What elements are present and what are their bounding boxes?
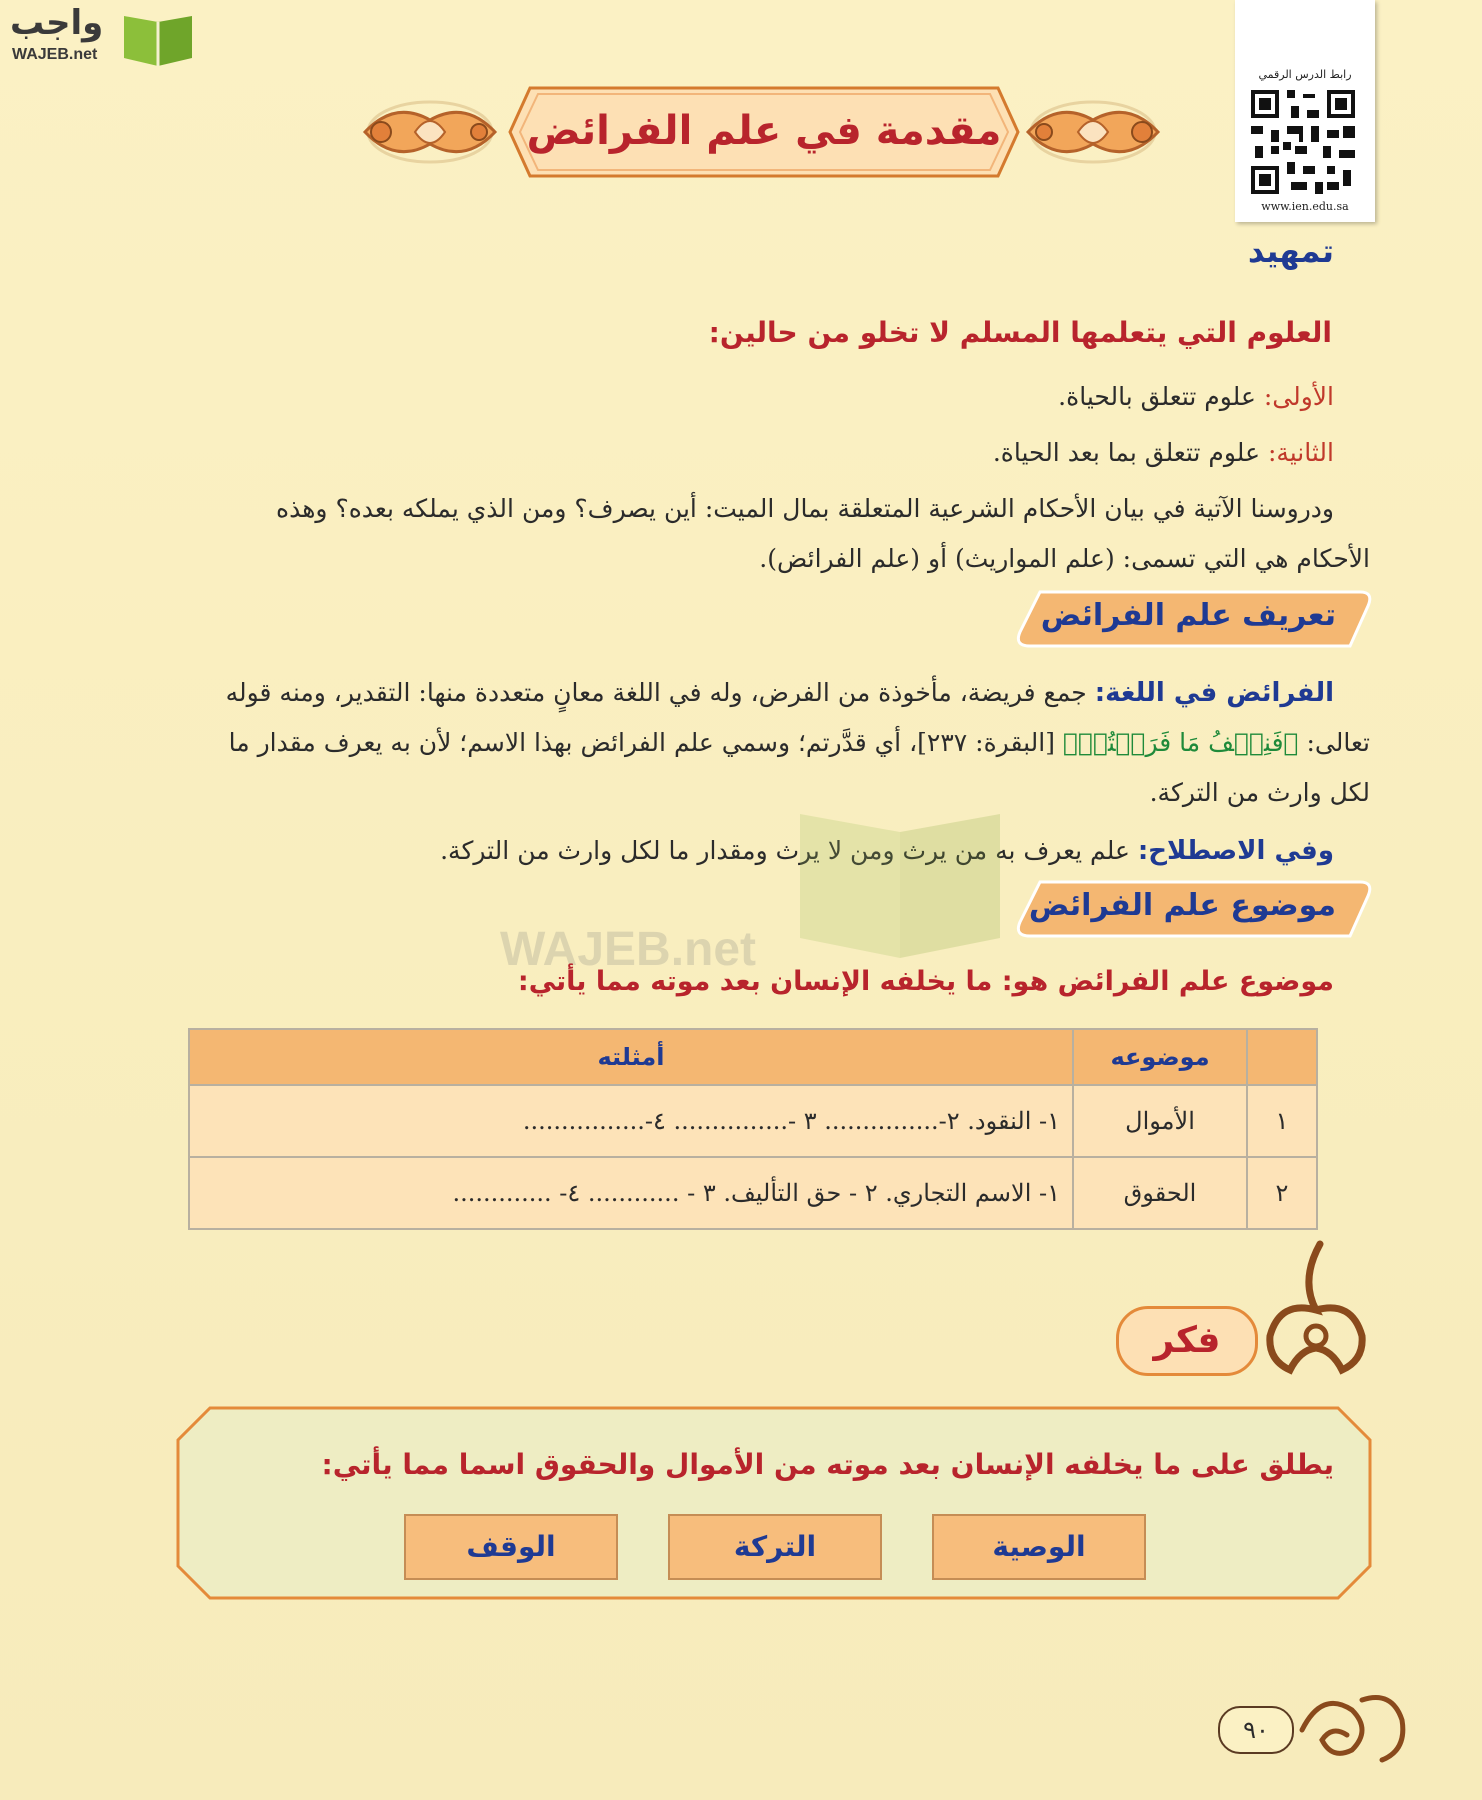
qr-url: www.ien.edu.sa xyxy=(1261,200,1349,213)
definition-lang-line3: لكل وارث من التركة. xyxy=(1149,778,1370,807)
term-label: وفي الاصطلاح: xyxy=(1137,836,1334,866)
row-subject: الحقوق xyxy=(1073,1157,1247,1229)
row-examples: ١- النقود. ٢-............... ٣ -............... ٤-................ xyxy=(189,1085,1073,1157)
book-icon xyxy=(118,12,198,68)
right-ornament-icon xyxy=(1018,80,1168,200)
left-ornament-icon xyxy=(355,80,505,200)
page-number: ٩٠ xyxy=(1218,1706,1294,1754)
second-text: علوم تتعلق بما بعد الحياة. xyxy=(992,438,1260,467)
intro-second xyxy=(993,428,1334,478)
lang-text-2b: [البقرة: ٢٣٧]، أي قدَّرتم؛ وسمي علم الفرائض بهذا الاسم؛ لأن به يعرف مقدار ما xyxy=(228,728,1055,757)
watermark-text: WAJEB.net xyxy=(500,923,757,976)
table-header-row xyxy=(189,1029,1317,1085)
second-label: الثانية: xyxy=(1267,438,1334,467)
think-label: فكر xyxy=(1153,1320,1221,1361)
think-question: يطلق على ما يخلفه الإنسان بعد موته من الأموال والحقوق اسما مما يأتي: xyxy=(321,1448,1334,1481)
title-banner xyxy=(508,86,1020,178)
watermark-book-icon xyxy=(790,812,1010,962)
think-box xyxy=(176,1406,1372,1600)
option-tarika[interactable]: التركة xyxy=(668,1514,882,1580)
definition-banner xyxy=(1010,588,1376,650)
header-examples: أمثلته xyxy=(189,1029,1073,1085)
row-num: ١ xyxy=(1247,1085,1317,1157)
table-row xyxy=(189,1085,1317,1157)
row-examples: ١- الاسم التجاري. ٢ - حق التأليف. ٣ - ............ ٤- ............. xyxy=(189,1157,1073,1229)
subject-banner xyxy=(1010,878,1376,940)
intro-para-line2: الأحكام هي التي تسمى: (علم المواريث) أو (علم الفرائض). xyxy=(759,544,1370,573)
lang-text-1: جمع فريضة، مأخوذة من الفرض، وله في اللغة معانٍ متعددة منها: التقدير، ومنه قوله xyxy=(225,678,1087,707)
option-waqf[interactable]: الوقف xyxy=(404,1514,618,1580)
qr-code-icon xyxy=(1247,86,1359,198)
first-text: علوم تتعلق بالحياة. xyxy=(1058,382,1256,411)
row-num: ٢ xyxy=(1247,1157,1317,1229)
quran-verse: ﴿فَنِصۡفُ مَا فَرَضۡتُمۡ﴾ xyxy=(1062,728,1299,757)
lang-label: الفرائض في اللغة: xyxy=(1094,678,1334,708)
qr-card[interactable] xyxy=(1235,0,1375,222)
definition-heading: تعريف علم الفرائض xyxy=(1040,598,1336,633)
logo-latin-text: WAJEB.net xyxy=(12,46,98,63)
qr-label: رابط الدرس الرقمي xyxy=(1258,68,1352,81)
logo-arabic-text: واجب xyxy=(10,3,104,43)
table-row xyxy=(189,1157,1317,1229)
option-wasiyya[interactable]: الوصية xyxy=(932,1514,1146,1580)
definition-lang-line2 xyxy=(229,718,1370,768)
definition-lang-line1 xyxy=(226,668,1334,718)
subject-table xyxy=(188,1028,1318,1230)
intro-para-line1: ودروسنا الآتية في بيان الأحكام الشرعية المتعلقة بمال الميت: أين يصرف؟ ومن الذي يملكه بعده؟ وهذه xyxy=(276,494,1334,523)
intro-heading: تمهيد xyxy=(1247,232,1334,270)
subject-lead: موضوع علم الفرائض هو: ما يخلفه الإنسان بعد موته مما يأتي: xyxy=(517,966,1334,997)
watermark xyxy=(500,812,1020,982)
wajeb-logo[interactable] xyxy=(10,3,190,68)
think-ornament-icon xyxy=(1260,1240,1372,1380)
lang-text-2a: تعالى: xyxy=(1306,728,1370,757)
header-num xyxy=(1247,1029,1317,1085)
intro-lead: العلوم التي يتعلمها المسلم لا تخلو من حالين: xyxy=(708,316,1332,349)
intro-first xyxy=(1058,372,1334,422)
think-badge xyxy=(1116,1306,1258,1376)
row-subject: الأموال xyxy=(1073,1085,1247,1157)
subject-heading: موضوع علم الفرائض xyxy=(1028,888,1336,923)
page-ornament-icon xyxy=(1292,1680,1412,1770)
page-title: مقدمة في علم الفرائض xyxy=(526,108,1002,154)
first-label: الأولى: xyxy=(1263,382,1334,411)
term-text: علم يعرف به من يرث ومن لا يرث ومقدار ما لكل وارث من التركة. xyxy=(440,836,1130,865)
header-subject: موضوعه xyxy=(1073,1029,1247,1085)
